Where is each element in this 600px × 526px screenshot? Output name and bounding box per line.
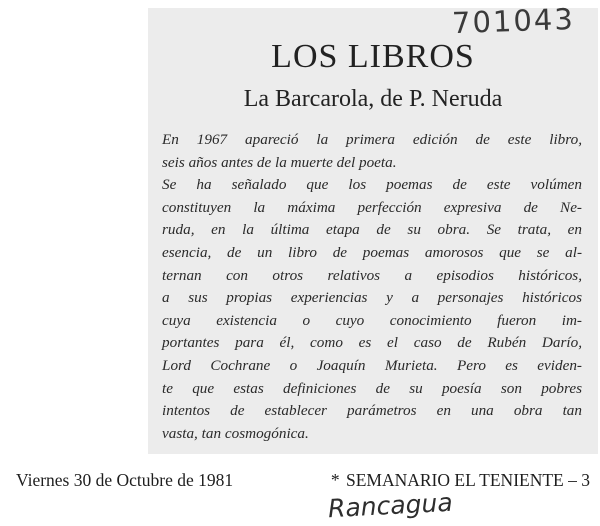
article-line: intentos de establecer parámetros en una obra tan	[162, 402, 582, 420]
article-line: Se ha señalado que los poemas de este volúmen	[162, 176, 582, 194]
article-line: vasta, tan cosmogónica.	[162, 424, 309, 442]
article-line: Lord Cochrane o Joaquín Murieta. Pero es eviden-	[162, 356, 582, 374]
handwritten-city-note: Rancagua	[327, 487, 454, 524]
footer-separator: *	[330, 470, 340, 490]
article-line: te que estas definiciones de su poesía son pobres	[162, 379, 582, 397]
footer-page-number: – 3	[568, 470, 590, 490]
article-line: portantes para él, como es el caso de Rubén Darío,	[162, 334, 582, 352]
article-subtitle: La Barcarola, de P. Neruda	[243, 86, 503, 112]
article-line: ternan con otros relativos a episodios históricos,	[162, 266, 582, 284]
article-line: constituyen la máxima perfección expresiva de Ne-	[162, 198, 582, 216]
archive-number: 701043	[451, 1, 576, 41]
footer-date: Viernes 30 de Octubre de 1981	[16, 470, 234, 490]
article-body	[162, 129, 582, 445]
page-title: LOS LIBROS	[271, 38, 475, 75]
article-line: seis años antes de la muerte del poeta.	[162, 153, 397, 171]
footer-publication: SEMANARIO EL TENIENTE	[345, 470, 564, 490]
article-line: esencia, de un libro de poemas amorosos que se al-	[162, 243, 582, 261]
article-line: a sus propias experiencias y a personajes históricos	[162, 289, 582, 307]
article-line: ruda, en la última etapa de su obra. Se trata, en	[162, 221, 582, 239]
footer	[16, 470, 590, 491]
article-line: En 1967 apareció la primera edición de este libro,	[162, 131, 582, 148]
article-line: cuya existencia o cuyo conocimiento fueron im-	[162, 311, 582, 329]
